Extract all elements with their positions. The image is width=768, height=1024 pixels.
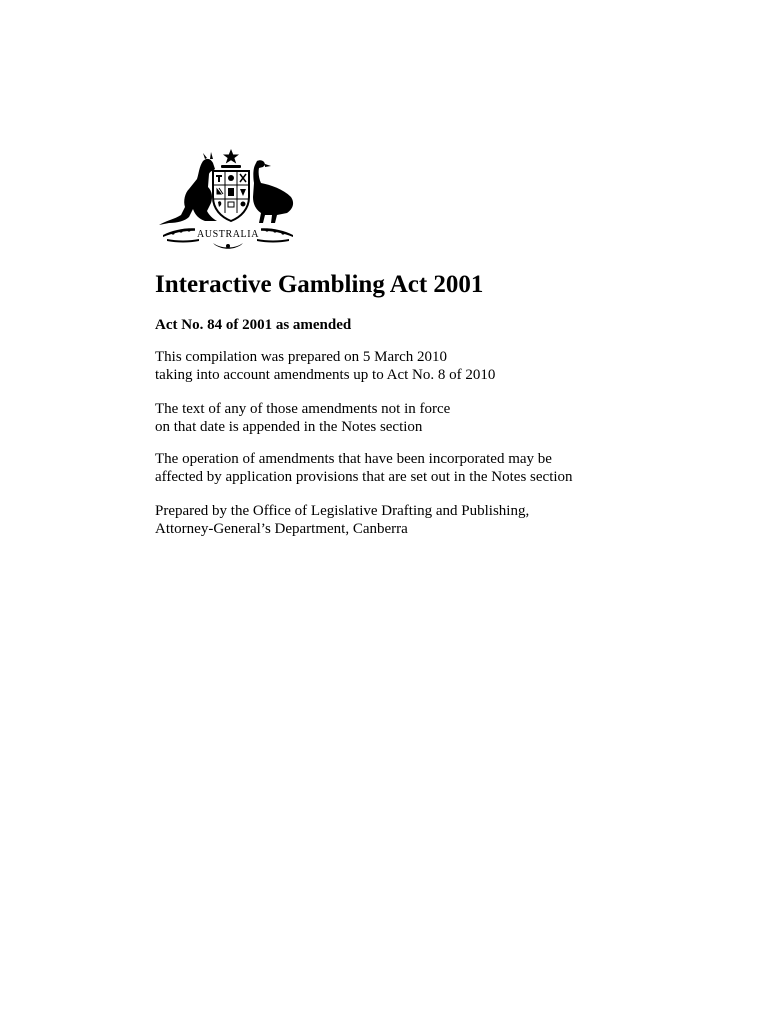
paragraph-line: The text of any of those amendments not in force (155, 401, 451, 417)
paragraph-line: This compilation was prepared on 5 March 2010 (155, 349, 448, 365)
paragraph-line: The operation of amendments that have been incorporated may be (155, 451, 552, 467)
paragraph-line: Prepared by the Office of Legislative Drafting and Publishing, (155, 503, 530, 519)
amendments-not-in-force-paragraph (155, 400, 450, 436)
document-title: Interactive Gambling Act 2001 (155, 271, 484, 298)
act-number-subtitle: Act No. 84 of 2001 as amended (155, 317, 352, 333)
prepared-by-paragraph (155, 502, 529, 538)
commonwealth-coat-of-arms (155, 147, 301, 251)
crest-label: AUSTRALIA (196, 229, 260, 240)
application-provisions-paragraph (155, 450, 573, 486)
compilation-date-paragraph (155, 348, 495, 384)
paragraph-line: Attorney-General’s Department, Canberra (155, 521, 408, 537)
paragraph-line: taking into account amendments up to Act No. 8 of 2010 (155, 367, 496, 383)
paragraph-line: on that date is appended in the Notes section (155, 419, 423, 435)
paragraph-line: affected by application provisions that are set out in the Notes section (155, 469, 573, 485)
